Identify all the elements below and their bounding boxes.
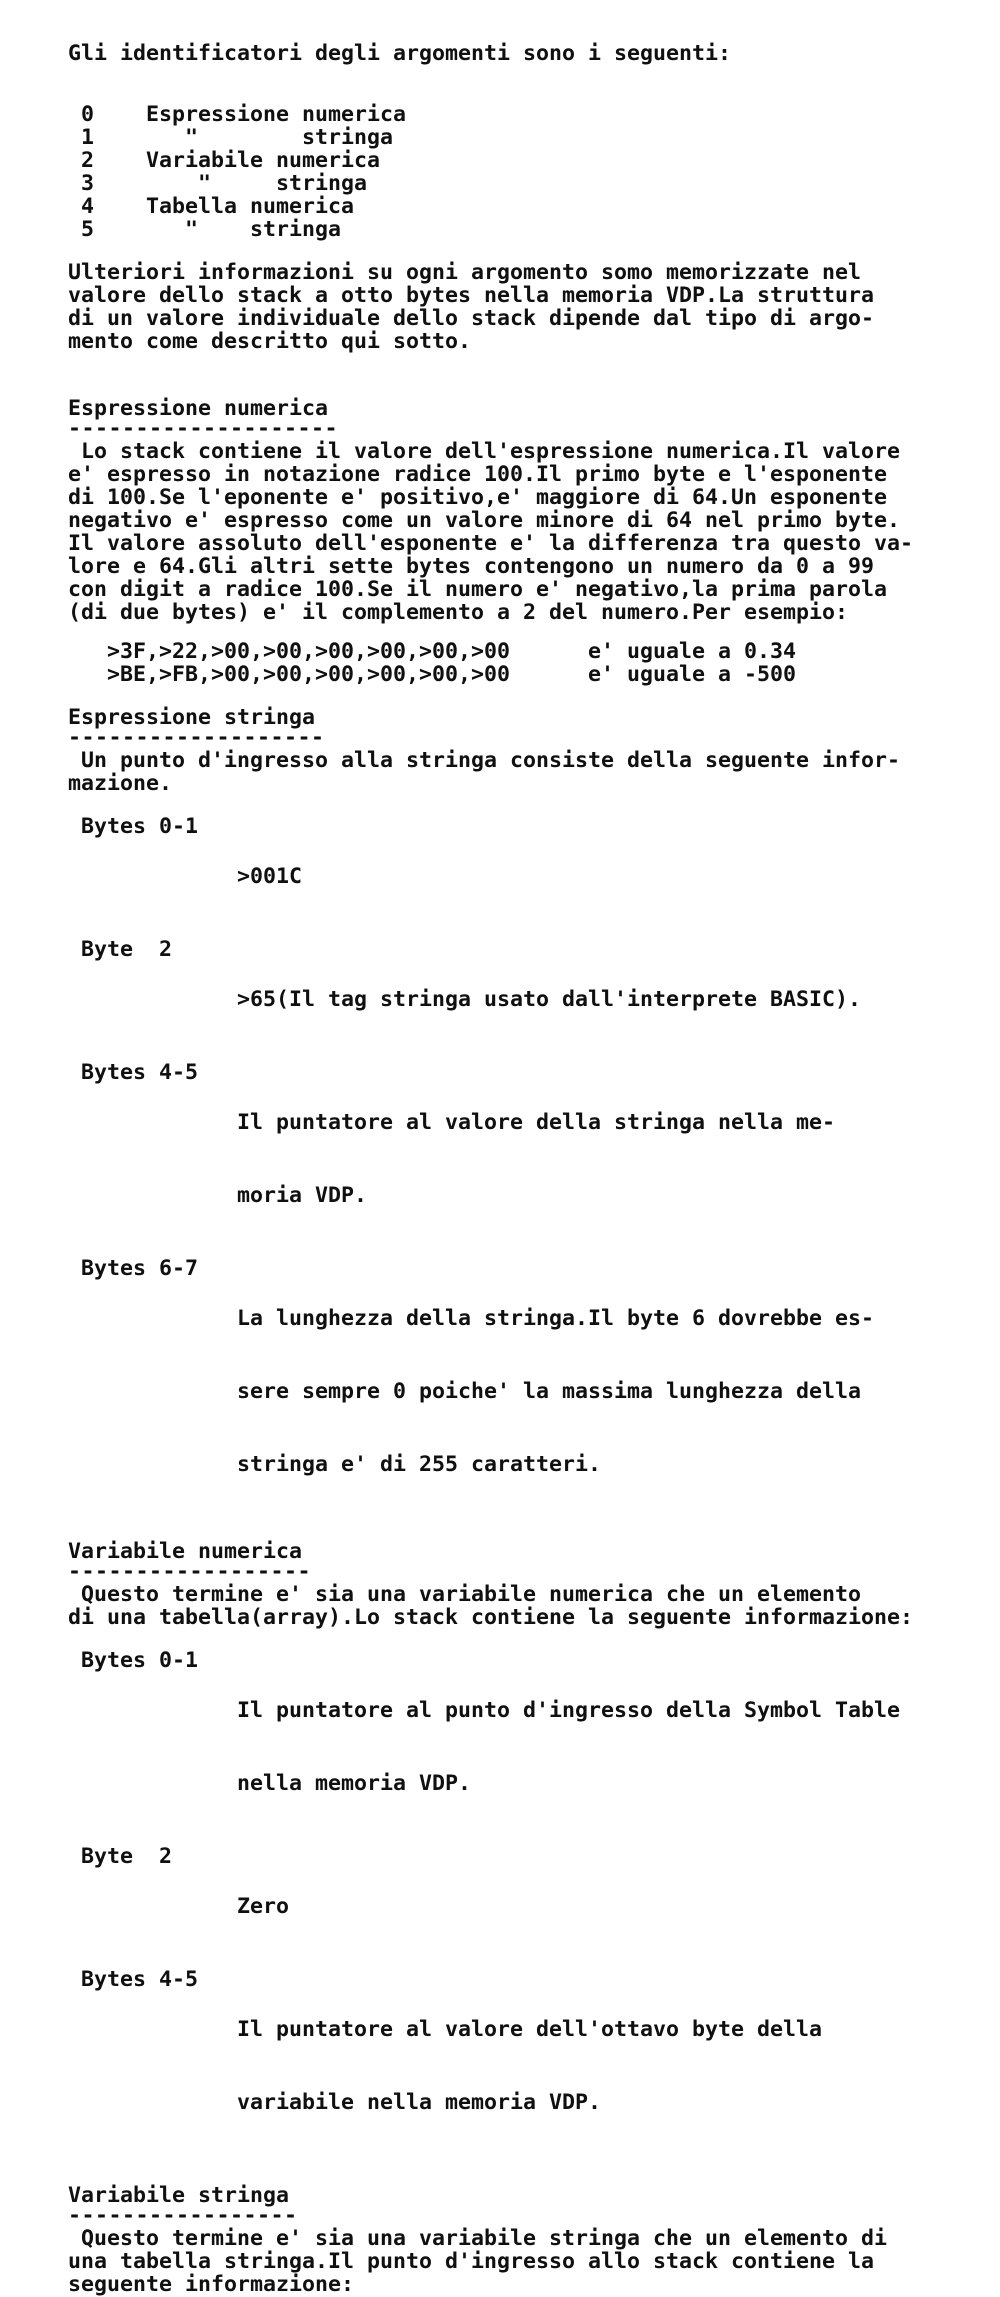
hex-equals: e' uguale a 0.34 xyxy=(588,639,797,664)
identifier-label: " stringa xyxy=(146,125,394,150)
text-line: moria VDP. xyxy=(237,1183,368,1208)
section-body xyxy=(68,440,970,624)
table-row xyxy=(68,1968,970,2164)
byte-description xyxy=(237,1257,874,1526)
identifier-list xyxy=(68,103,970,241)
text-line: mazione. xyxy=(68,771,173,796)
identifier-row xyxy=(68,218,970,241)
lead-paragraph xyxy=(68,261,970,353)
identifier-code: 1 xyxy=(81,125,95,150)
byte-range: Bytes 0-1 xyxy=(81,1648,199,1673)
table-row xyxy=(68,1257,970,1526)
byte-range: Bytes 0-1 xyxy=(81,814,199,839)
text-line: valore dello stack a otto bytes nella memoria VDP.La struttura xyxy=(68,283,875,308)
text-line: di 100.Se l'eponente e' positivo,e' maggiore di 64.Un esponente xyxy=(68,485,888,510)
text-line: negativo e' espresso come un valore minore di 64 nel primo byte. xyxy=(68,508,901,533)
section-body xyxy=(68,2227,970,2296)
text-line: La lunghezza della stringa.Il byte 6 dovrebbe es- xyxy=(237,1306,875,1331)
text-line: con digit a radice 100.Se il numero e' negativo,la prima parola xyxy=(68,577,888,602)
section-underline: ------------------ xyxy=(68,1559,312,1584)
section-underline: -------------------- xyxy=(68,416,339,441)
identifier-code: 3 xyxy=(81,171,95,196)
byte-description xyxy=(237,938,861,1061)
text-line: Lo stack contiene il valore dell'espressione numerica.Il valore xyxy=(68,439,901,464)
byte-range: Bytes 6-7 xyxy=(81,1256,199,1281)
section-heading-variabile-stringa xyxy=(68,2183,970,2228)
byte-description xyxy=(237,815,341,938)
text-line: lore e 64.Gli altri sette bytes contengono un numero da 0 a 99 xyxy=(68,554,875,579)
byte-description xyxy=(237,1061,835,1257)
table-row xyxy=(68,1649,970,1845)
identifier-label: " stringa xyxy=(146,217,342,242)
text-line: Un punto d'ingresso alla stringa consiste della seguente infor- xyxy=(68,748,901,773)
table-row xyxy=(68,1845,970,1968)
byte-table xyxy=(68,1649,970,2164)
hex-equals: e' uguale a -500 xyxy=(588,662,797,687)
identifier-row xyxy=(68,172,970,195)
identifier-code: 2 xyxy=(81,148,95,173)
hex-examples xyxy=(68,640,970,686)
identifier-row xyxy=(68,149,970,172)
table-row xyxy=(68,815,970,938)
text-line: variabile nella memoria VDP. xyxy=(237,2090,602,2115)
text-line: Ulteriori informazioni su ogni argomento somo memorizzate nel xyxy=(68,260,862,285)
section-body xyxy=(68,749,970,795)
byte-range: Bytes 4-5 xyxy=(81,1967,199,1992)
text-line: >65(Il tag stringa usato dall'interprete BASIC). xyxy=(237,987,862,1012)
text-line: Questo termine e' sia una variabile numerica che un elemento xyxy=(68,1582,862,1607)
table-row xyxy=(68,1061,970,1257)
section-underline: ------------------- xyxy=(68,725,325,750)
text-line: di un valore individuale dello stack dipende dal tipo di argo- xyxy=(68,306,875,331)
hex-bytes: >3F,>22,>00,>00,>00,>00,>00,>00 xyxy=(107,639,511,664)
text-line: >001C xyxy=(237,864,303,889)
text-line: mento come descritto qui sotto. xyxy=(68,329,472,354)
section-heading-espressione-stringa xyxy=(68,705,970,750)
identifier-code: 4 xyxy=(81,194,95,219)
identifier-label: " stringa xyxy=(146,171,368,196)
text-line: nella memoria VDP. xyxy=(237,1771,472,1796)
byte-table xyxy=(68,815,970,1526)
hex-bytes: >BE,>FB,>00,>00,>00,>00,>00,>00 xyxy=(107,662,511,687)
text-line: stringa e' di 255 caratteri. xyxy=(237,1452,602,1477)
table-row xyxy=(68,938,970,1061)
text-line: Il valore assoluto dell'esponente e' la differenza tra questo va- xyxy=(68,531,914,556)
hex-example-row xyxy=(68,663,970,686)
byte-description xyxy=(237,1845,341,1968)
identifier-code: 5 xyxy=(81,217,95,242)
identifier-label: Tabella numerica xyxy=(146,194,355,219)
section-underline: ----------------- xyxy=(68,2203,298,2228)
intro-text: Gli identificatori degli argomenti sono i seguenti: xyxy=(68,41,732,66)
text-line: Questo termine e' sia una variabile stringa che un elemento di xyxy=(68,2226,888,2251)
text-line: Il puntatore al valore dell'ottavo byte della xyxy=(237,2017,823,2042)
section-title: Variabile numerica xyxy=(68,1539,303,1564)
section-title: Espressione numerica xyxy=(68,396,329,421)
text-line: sere sempre 0 poiche' la massima lunghezza della xyxy=(237,1379,862,1404)
identifier-label: Espressione numerica xyxy=(146,102,407,127)
identifier-label: Variabile numerica xyxy=(146,148,381,173)
text-line: e' espresso in notazione radice 100.Il primo byte e l'esponente xyxy=(68,462,888,487)
identifier-row xyxy=(68,103,970,126)
text-line: (di due bytes) e' il complemento a 2 del numero.Per esempio: xyxy=(68,600,849,625)
section-body xyxy=(68,1583,970,1629)
byte-range: Bytes 4-5 xyxy=(81,1060,199,1085)
text-line: seguente informazione: xyxy=(68,2272,355,2297)
identifier-row xyxy=(68,195,970,218)
section-heading-espressione-numerica xyxy=(68,396,970,441)
text-line: Il puntatore al valore della stringa nella me- xyxy=(237,1110,836,1135)
section-heading-variabile-numerica xyxy=(68,1539,970,1584)
text-line: Il puntatore al punto d'ingresso della Symbol Table xyxy=(237,1698,901,1723)
byte-range: Byte 2 xyxy=(81,1844,173,1869)
byte-description xyxy=(237,1649,900,1845)
identifier-row xyxy=(68,126,970,149)
byte-description xyxy=(237,1968,822,2164)
text-line: di una tabella(array).Lo stack contiene la seguente informazione: xyxy=(68,1605,914,1630)
text-line: Zero xyxy=(237,1894,290,1919)
byte-range: Byte 2 xyxy=(81,937,173,962)
section-title: Espressione stringa xyxy=(68,705,316,730)
text-line: una tabella stringa.Il punto d'ingresso allo stack contiene la xyxy=(68,2249,875,2274)
identifier-code: 0 xyxy=(81,102,95,127)
hex-example-row xyxy=(68,640,970,663)
section-title: Variabile stringa xyxy=(68,2183,290,2208)
